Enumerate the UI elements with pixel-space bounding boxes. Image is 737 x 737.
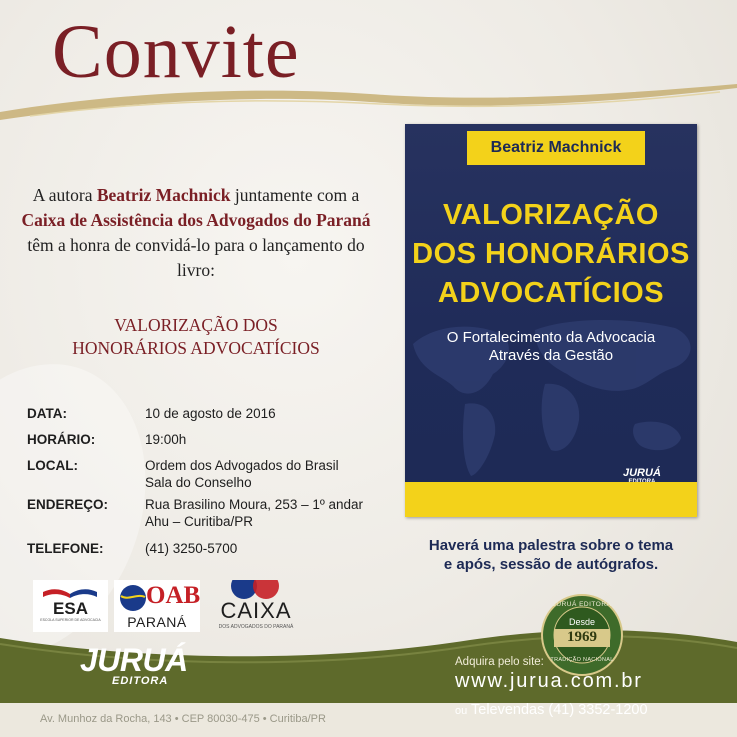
globe-icon [118,583,148,613]
page-title: Convite [52,10,300,94]
cover-title-line-3: ADVOCATÍCIOS [437,277,665,309]
jurua-editora-logo [80,642,188,687]
intro-paragraph [14,183,378,283]
intro-text-1: A autora [32,185,97,205]
book-title-line-1: VALORIZAÇÃO DOS [114,315,278,335]
talk-line-1: Haverá uma palestra sobre o tema [428,537,674,554]
website-link[interactable]: www.jurua.com.br [455,670,643,692]
cover-subtitle [405,329,697,365]
intro-org: Caixa de Assistência dos Advogados do Paraná [21,210,371,230]
cover-subtitle-line-1: O Fortalecimento da Advocacia [446,329,656,346]
cover-author: Beatriz Machnick [467,131,645,165]
televendas-phone: Televendas (41) 3352-1200 [467,702,648,718]
esa-logo [33,580,108,632]
place-line-2: Sala do Conselho [145,475,252,490]
cover-title-line-1: VALORIZAÇÃO [442,199,659,231]
cover-title [405,196,697,313]
esa-logo-text: ESA [53,599,88,618]
detail-label-time: HORÁRIO: [27,432,96,447]
oab-logo [114,580,200,632]
seal-bottom-text: TRADIÇÃO NACIONAL [550,657,614,663]
cover-subtitle-line-2: Através da Gestão [488,347,614,364]
book-cover [405,124,697,517]
detail-label-address: ENDEREÇO: [27,497,109,512]
cover-title-line-2: DOS HONORÁRIOS [412,238,690,270]
book-title [14,314,378,360]
caixa-logo-sub: DOS ADVOGADOS DO PARANÁ [218,624,294,630]
caixa-shapes-icon [208,580,304,600]
detail-label-place: LOCAL: [27,458,78,473]
address-line-1: Rua Brasilino Moura, 253 – 1º andar [145,497,364,512]
address-line-2: Ahu – Curitiba/PR [145,514,254,529]
detail-value-place [145,457,339,491]
ou-text: ou [455,705,468,717]
book-title-line-2: HONORÁRIOS ADVOCATÍCIOS [72,338,320,358]
esa-logo-sub: ESCOLA SUPERIOR DE ADVOCACIA [40,618,101,622]
detail-label-phone: TELEFONE: [27,541,104,556]
televendas-line [455,702,648,718]
detail-label-date: DATA: [27,406,67,421]
talk-notice [395,536,707,574]
footer-address: Av. Munhoz da Rocha, 143 • CEP 80030-475 • Curitiba/PR [40,713,326,725]
seal-desde-text: Desde [568,617,595,627]
adquira-label: Adquira pelo site: [455,656,544,668]
jurua-logo-sub: EDITORA [112,675,169,687]
oab-logo-text: OAB [146,582,201,609]
cover-logo-name: JURUÁ [623,467,661,479]
since-1969-seal [540,593,624,682]
intro-text-3: têm a honra de convidá-lo para o lançamento do livro: [27,235,365,280]
cover-bottom-band [405,482,697,517]
talk-line-2: e após, sessão de autógrafos. [443,556,659,573]
detail-value-phone: (41) 3250-5700 [145,541,238,556]
book-icon [33,580,108,600]
oab-logo-sub: PARANÁ [127,614,187,630]
seal-year-text: 1969 [567,629,597,645]
intro-text-2: juntamente com a [230,185,360,205]
detail-value-date: 10 de agosto de 2016 [145,406,276,421]
detail-value-address [145,496,363,530]
caixa-logo [208,580,304,632]
detail-value-time: 19:00h [145,432,187,447]
jurua-logo-name: JURUÁ [80,642,188,678]
place-line-1: Ordem dos Advogados do Brasil [145,458,339,473]
caixa-logo-text: CAIXA [220,598,292,623]
seal-top-text: JURUÁ EDITORA [552,601,612,608]
intro-author: Beatriz Machnick [96,185,231,205]
